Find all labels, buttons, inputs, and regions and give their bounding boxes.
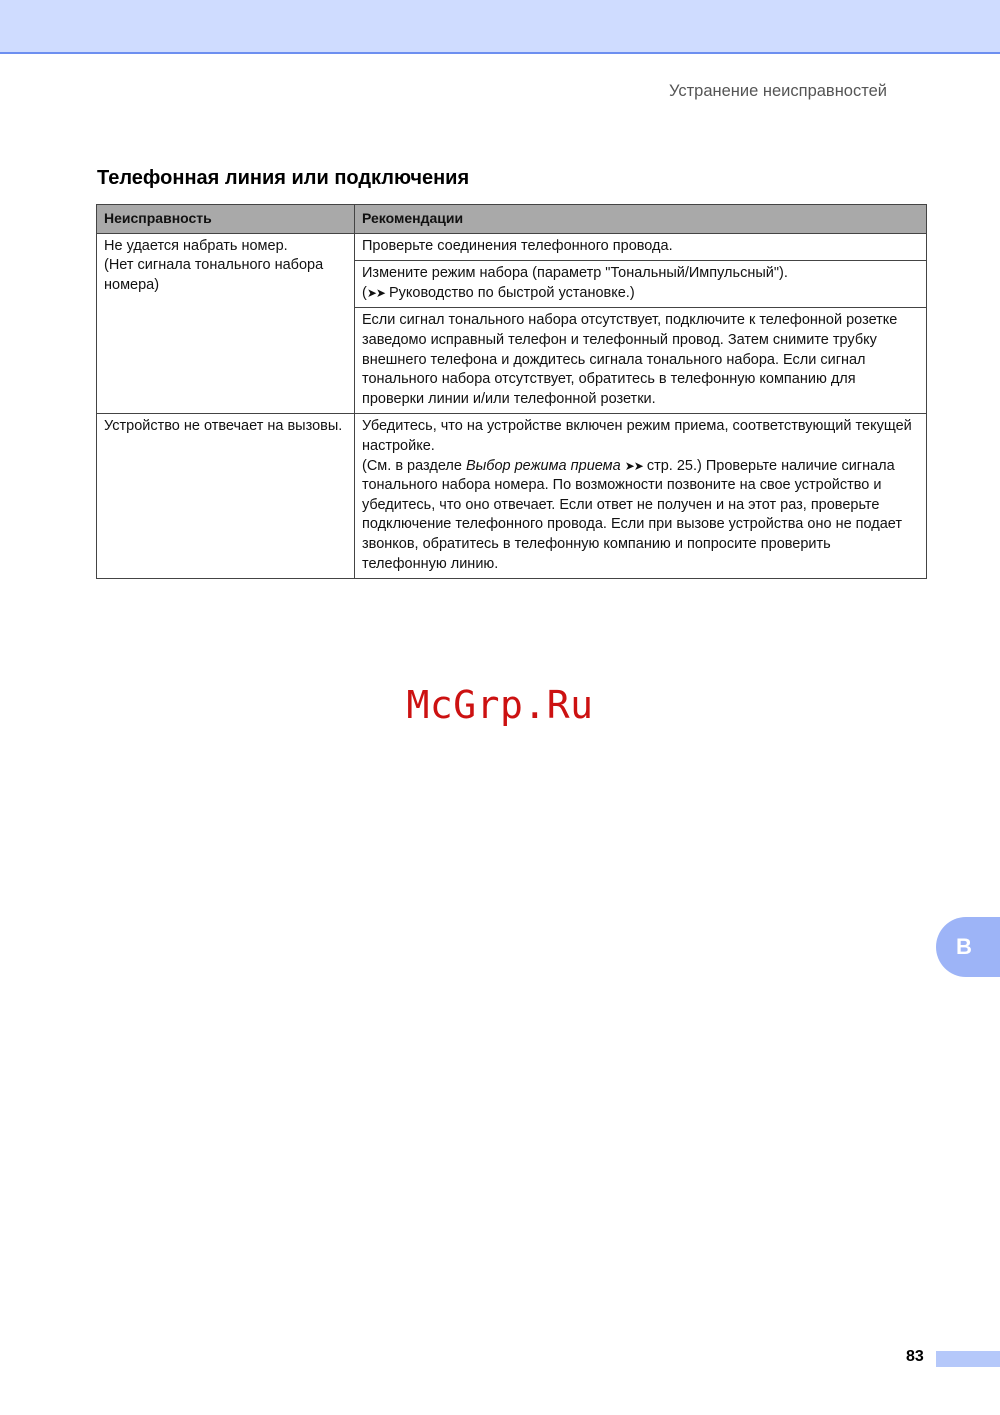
- problem-cell: [97, 233, 355, 414]
- problem-text: (Нет сигнала тонального набора номера): [104, 257, 324, 293]
- recommendation-text: Убедитесь, что на устройстве включен режим приема, соответствующий текущей настройке.: [362, 418, 912, 454]
- recommendation-cell: [355, 308, 927, 414]
- page-number: 83: [906, 1348, 924, 1365]
- problem-cell: [97, 414, 355, 579]
- column-header-recommendations: Рекомендации: [355, 205, 927, 234]
- section-title: Телефонная линия или подключения: [97, 167, 470, 189]
- recommendation-text: Если сигнал тонального набора отсутствует, подключите к телефонной розетке заведомо исправный телефон и телефонный провод. Затем снимите трубку внешнего телефона и дождитесь сигнала тонального набора. Если сигнал тонального набора отсутствует, обратитесь в телефонную компанию для проверки линии и/или телефонной розетки.: [362, 312, 898, 407]
- double-arrow-icon: ➤➤: [624, 458, 643, 473]
- running-header-title: Устранение неисправностей: [668, 82, 887, 100]
- table-header-row: [97, 205, 927, 234]
- recommendation-text-suffix: стр. 25.) Проверьте наличие сигнала тонального набора номера. По возможности позвоните на свое устройство и убедитесь, что оно отвечает. Если ответ не получен и на этот раз, проверьте подключение телефонного провода. Если при вызове устройства оно не подает звонков, обратитесь в телефонную компанию и попросите проверить телефонную линию.: [362, 457, 903, 572]
- recommendation-cell: [355, 414, 927, 579]
- column-header-problem: Неисправность: [97, 205, 355, 234]
- problem-text: Устройство не отвечает на вызовы.: [104, 418, 343, 435]
- recommendation-text-prefix: (См. в разделе: [362, 457, 466, 474]
- top-header-band: [0, 0, 1000, 54]
- recommendation-text: Измените режим набора (параметр "Тональный/Импульсный").: [362, 265, 788, 282]
- recommendation-cell: [355, 261, 927, 308]
- recommendation-text: [362, 457, 919, 575]
- recommendation-text: (➤➤ Руководство по быстрой установке.): [362, 284, 635, 301]
- watermark: McGrp.Ru: [406, 683, 594, 727]
- guide-reference-text: Руководство по быстрой установке.): [384, 284, 635, 301]
- recommendation-text: Проверьте соединения телефонного провода.: [362, 237, 673, 254]
- footer-bar: [936, 1351, 1000, 1367]
- recommendation-cell: [355, 233, 927, 261]
- section-reference-link[interactable]: Выбор режима приема: [465, 457, 621, 474]
- double-arrow-icon: ➤➤: [366, 285, 385, 300]
- troubleshooting-table: [96, 204, 927, 579]
- chapter-tab: B: [936, 917, 1000, 977]
- table-row: [97, 414, 927, 579]
- table-row: [97, 233, 927, 261]
- problem-text: Не удается набрать номер.: [104, 237, 288, 254]
